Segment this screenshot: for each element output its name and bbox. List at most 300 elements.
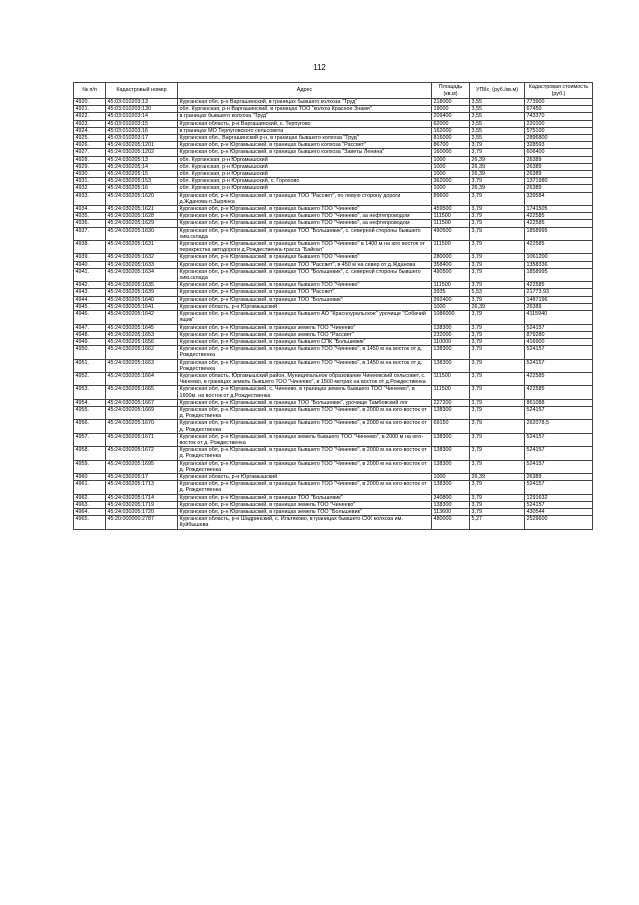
rate-cell: 3,55 — [470, 120, 525, 127]
row-num-cell: 4960 — [74, 473, 106, 480]
cadastral-cost-cell: 524157 — [525, 447, 593, 460]
address-cell: Курганская обл, р-н Юргамышский, в границах бывшего ТОО "Чинеево" — [178, 206, 432, 213]
table-row — [74, 324, 593, 331]
address-cell: в границах МО Терпуговского сельсовета — [178, 127, 432, 134]
address-cell: Курганская обл, р-н Юргамышский, в границах земель ТОО "Чинеево" — [178, 501, 432, 508]
table-row — [74, 163, 593, 170]
row-num-cell: 4953. — [74, 386, 106, 399]
address-cell: Курганская область, р-н Шадринский, с. Ильтяково, в границах бывшего СХК колхоза им. Куйбышева — [178, 516, 432, 529]
page-number: 112 — [313, 63, 326, 72]
address-cell: Курганская обл, р-н Юргамышский, в границах ТОО "Большевик", урочище Тамбовский лог — [178, 399, 432, 406]
area-cell: 62000 — [432, 120, 470, 127]
rate-cell: 3,79 — [470, 241, 525, 254]
row-num-cell: 4947. — [74, 324, 106, 331]
row-num-cell: 4954. — [74, 399, 106, 406]
cadastral-cost-cell: 4115940 — [525, 311, 593, 324]
cadastral-cost-cell: 524157 — [525, 501, 593, 508]
table-row — [74, 99, 593, 106]
table-row — [74, 420, 593, 433]
cadastral-cost-cell: 26389 — [525, 303, 593, 310]
table-row — [74, 406, 593, 419]
table-row — [74, 481, 593, 494]
row-num-cell: 4959. — [74, 460, 106, 473]
cadastral-cost-cell: 67450 — [525, 106, 593, 113]
cadastral-cost-cell: 422585 — [525, 220, 593, 227]
cadastral-number-cell: 45:24:030205:13 — [106, 156, 178, 163]
rate-cell: 3,55 — [470, 127, 525, 134]
area-cell: 111500 — [432, 372, 470, 385]
address-cell: Курганская обл, р-н Юргамышский, в границах земель ТОО "Большевик" — [178, 508, 432, 515]
rate-cell: 26,39 — [470, 156, 525, 163]
table-row — [74, 447, 593, 460]
area-cell: 138300 — [432, 359, 470, 372]
address-cell: Курганская обл, р-н Юргамышский, в границах бывшего ТОО "Чинеево", в 2000 м на юго-восток от д. Рождественка — [178, 420, 432, 433]
cadastral-number-cell: 45:24:030205:17 — [106, 473, 178, 480]
area-cell: 480000 — [432, 516, 470, 529]
rate-cell: 5,53 — [470, 289, 525, 296]
table-row — [74, 213, 593, 220]
cadastral-cost-cell: 26389 — [525, 473, 593, 480]
row-num-cell: 4955. — [74, 406, 106, 419]
cadastral-number-cell: 45:24:030205:1631 — [106, 241, 178, 254]
area-cell: 138300 — [432, 481, 470, 494]
table-row — [74, 516, 593, 529]
rate-cell: 3,79 — [470, 206, 525, 213]
rate-cell: 3,79 — [470, 372, 525, 385]
rate-cell: 3,79 — [470, 359, 525, 372]
area-cell: 459500 — [432, 206, 470, 213]
row-num-cell: 4937. — [74, 227, 106, 240]
rate-cell: 3,79 — [470, 331, 525, 338]
table-row — [74, 433, 593, 446]
table-row — [74, 106, 593, 113]
cadastral-number-cell: 45:03:010203:17 — [106, 135, 178, 142]
cadastral-cost-cell: 262078,5 — [525, 420, 593, 433]
area-cell: 1000 — [432, 303, 470, 310]
row-num-cell: 4938. — [74, 241, 106, 254]
table-row — [74, 303, 593, 310]
address-cell: Курганская обл, р-н Юргамышский, в границах бывшего ТОО "Чинеево", в 1450 м на восток от д. Рождественка — [178, 346, 432, 359]
area-cell: 19000 — [432, 106, 470, 113]
cadastral-cost-cell: 422585 — [525, 282, 593, 289]
address-cell: в границах бывшего колхоза "Труд" — [178, 113, 432, 120]
cadastral-number-cell: 45:24:030205:1630 — [106, 227, 178, 240]
cadastral-number-cell: 45:24:030205:1667 — [106, 399, 178, 406]
area-cell: 232000 — [432, 331, 470, 338]
rate-cell: 3,79 — [470, 192, 525, 205]
table-row — [74, 399, 593, 406]
cadastral-number-cell: 45:24:030205:14 — [106, 163, 178, 170]
cadastral-number-cell: 45:24:030205:1720 — [106, 508, 178, 515]
cadastral-number-cell: 45:24:030205:1664 — [106, 372, 178, 385]
row-num-cell: 4924. — [74, 127, 106, 134]
address-cell: обл. Курганская, р-н Юргамышский — [178, 163, 432, 170]
area-cell: 392400 — [432, 296, 470, 303]
address-cell: Курганская обл, р-н Юргамышский, в границах бывшего ТОО "Чинеево", в 2000 м на юго-восток от д. Рождественка — [178, 460, 432, 473]
cadastral-number-cell: 45:24:030205:1714 — [106, 494, 178, 501]
cadastral-number-cell: 45:24:030205:16 — [106, 185, 178, 192]
cadastral-number-cell: 45:24:030205:1663 — [106, 359, 178, 372]
cadastral-cost-cell: 524157 — [525, 324, 593, 331]
row-num-cell: 4961. — [74, 481, 106, 494]
cadastral-number-cell: 45:24:030205:1662 — [106, 346, 178, 359]
address-cell: Курганская обл, р-н Юргамышский, в границах земель ТОО "Рассвет" — [178, 331, 432, 338]
row-num-cell: 4934. — [74, 206, 106, 213]
row-num-cell: 4936. — [74, 220, 106, 227]
area-cell: 3935 — [432, 289, 470, 296]
row-num-cell: 4944. — [74, 296, 106, 303]
row-num-cell: 4920. — [74, 99, 106, 106]
rate-cell: 3,79 — [470, 220, 525, 227]
row-num-cell: 4945. — [74, 303, 106, 310]
rate-cell: 3,79 — [470, 254, 525, 261]
row-num-cell: 4958. — [74, 447, 106, 460]
rate-cell: 3,79 — [470, 420, 525, 433]
cadastral-number-cell: 45:24:030205:1653 — [106, 331, 178, 338]
cadastral-number-cell: 45:24:030205:1629 — [106, 220, 178, 227]
row-num-cell: 4963. — [74, 501, 106, 508]
cadastral-cost-cell: 422585 — [525, 213, 593, 220]
address-cell: Курганская область, р-н Варгашинский, с. Терпугово — [178, 120, 432, 127]
table-row — [74, 171, 593, 178]
area-cell: 113600 — [432, 508, 470, 515]
area-cell: 138300 — [432, 346, 470, 359]
rate-cell: 3,79 — [470, 460, 525, 473]
area-cell: 1000 — [432, 171, 470, 178]
cadastral-number-cell: 45:24:030205:1719 — [106, 501, 178, 508]
area-cell: 218000 — [432, 99, 470, 106]
address-cell: Курганская обл, р-н Юргамышский, в границах бывшего ТОО "Чинеево", за нефтепроводом — [178, 213, 432, 220]
address-cell: Курганская область, Юргамышский район, Муниципальное образование Чинеевский сельсовет, с. Чинеево, в границах земель бывшего ТОО "Чинеево", в 1500 метрах на восток от д.Рождественка — [178, 372, 432, 385]
table-row — [74, 282, 593, 289]
cadastral-number-cell: 45:24:030205:1642 — [106, 311, 178, 324]
area-cell: 1000 — [432, 185, 470, 192]
rate-cell: 3,79 — [470, 386, 525, 399]
area-cell: 138300 — [432, 501, 470, 508]
table-row — [74, 241, 593, 254]
cadastral-number-cell: 45:03:010203:15 — [106, 120, 178, 127]
address-cell: Курганская обл, р-н Юргамышский, с. Чинеево, в границах земель бывшего ТОО "Чинеево", в 1600м. на восток от д.Рождественка — [178, 386, 432, 399]
row-num-cell: 4942. — [74, 282, 106, 289]
cadastral-cost-cell: 1358336 — [525, 261, 593, 268]
row-num-cell: 4950. — [74, 346, 106, 359]
cadastral-cost-cell: 879280 — [525, 331, 593, 338]
area-cell: 816000 — [432, 135, 470, 142]
cadastral-cost-cell: 743370 — [525, 113, 593, 120]
cadastral-cost-cell: 575100 — [525, 127, 593, 134]
address-cell: Курганская обл, р-н Юргамышский, в границах бывшего колхоза "Рассвет" — [178, 142, 432, 149]
rate-cell: 26,39 — [470, 303, 525, 310]
cadastral-cost-cell: 21773,93 — [525, 289, 593, 296]
cadastral-table — [73, 82, 593, 530]
area-cell: 86700 — [432, 142, 470, 149]
address-cell: обл. Курганская, р-н Варгашинский, в границах ТОО "колхоз Красное Знамя" — [178, 106, 432, 113]
cadastral-cost-cell: 26389 — [525, 185, 593, 192]
area-cell: 280000 — [432, 254, 470, 261]
header-cost: Кадастровая стоимость (руб.) — [525, 83, 593, 99]
area-cell: 362000 — [432, 178, 470, 185]
row-num-cell: 4930. — [74, 171, 106, 178]
table-row — [74, 261, 593, 268]
table-body — [74, 99, 593, 530]
cadastral-cost-cell: 524157 — [525, 460, 593, 473]
cadastral-cost-cell: 26389 — [525, 156, 593, 163]
rate-cell: 3,79 — [470, 149, 525, 156]
cadastral-cost-cell: 2896800 — [525, 135, 593, 142]
table-row — [74, 120, 593, 127]
cadastral-cost-cell: 524157 — [525, 346, 593, 359]
table-row — [74, 508, 593, 515]
rate-cell: 3,79 — [470, 311, 525, 324]
address-cell: Курганская обл, р-н Юргамышский, в границах бывшего ТОО "Чинеево", в 2000 м на юго-восток от д. Рождественка — [178, 481, 432, 494]
row-num-cell: 4941. — [74, 268, 106, 281]
table-row — [74, 501, 593, 508]
address-cell: Курганская обл, р-н Юргамышский, в границах ТОО "Рассвет", по левую сторону дороги д.Жданова-п.Зырянка — [178, 192, 432, 205]
address-cell: Курганская обл, р-н Юргамышский, в границах ТОО "Большевик", с. северной стороны бывшего хим.склада — [178, 227, 432, 240]
rate-cell: 3,79 — [470, 142, 525, 149]
rate-cell: 3,55 — [470, 135, 525, 142]
cadastral-cost-cell: 606400 — [525, 149, 593, 156]
area-cell: 358400 — [432, 261, 470, 268]
cadastral-number-cell: 45:24:030205:1633 — [106, 261, 178, 268]
cadastral-cost-cell: 416900 — [525, 338, 593, 345]
address-cell: Курганская обл, р-н Варгашинский, в границах бывшего колхоза "Труд" — [178, 99, 432, 106]
row-num-cell: 4935. — [74, 213, 106, 220]
area-cell: 490500 — [432, 268, 470, 281]
table-row — [74, 156, 593, 163]
row-num-cell: 4927. — [74, 149, 106, 156]
table-row — [74, 494, 593, 501]
row-num-cell: 4946. — [74, 311, 106, 324]
cadastral-cost-cell: 339584 — [525, 192, 593, 205]
table-row — [74, 227, 593, 240]
rate-cell: 3,55 — [470, 113, 525, 120]
address-cell: Курганская обл, р-н Юргамышский, в границах бывшего ТОО "Чинеево", в 1450 м на восток от д. Рождественка — [178, 359, 432, 372]
row-num-cell: 4939. — [74, 254, 106, 261]
row-num-cell: 4952. — [74, 372, 106, 385]
cadastral-cost-cell: 1858995 — [525, 227, 593, 240]
cadastral-number-cell: 45:24:030205:1634 — [106, 268, 178, 281]
rate-cell: 3,79 — [470, 433, 525, 446]
cadastral-cost-cell: 1371980 — [525, 178, 593, 185]
area-cell: 111500 — [432, 220, 470, 227]
address-cell: Курганская обл, р-н Юргамышский, в границах бывшего ТОО "Чинеево", в 2000 м на юго-восток от д. Рождественка — [178, 406, 432, 419]
row-num-cell: 4949. — [74, 338, 106, 345]
rate-cell: 3,79 — [470, 296, 525, 303]
cadastral-number-cell: 45:24:030205:1665 — [106, 386, 178, 399]
row-num-cell: 4943. — [74, 289, 106, 296]
area-cell: 138300 — [432, 324, 470, 331]
address-cell: Курганская обл, р-н Юргамышский, в границах бывшего ТОО "Чинеево" — [178, 254, 432, 261]
area-cell: 227200 — [432, 399, 470, 406]
area-cell: 111500 — [432, 282, 470, 289]
area-cell: 111500 — [432, 241, 470, 254]
area-cell: 490500 — [432, 227, 470, 240]
cadastral-number-cell: 45:24:030205:1713 — [106, 481, 178, 494]
table-row — [74, 254, 593, 261]
header-address: Адрес — [178, 83, 432, 99]
cadastral-number-cell: 45:24:030205:1669 — [106, 406, 178, 419]
address-cell: Курганская обл, р-н Юргамышский, в границах земель бывшего ТОО "Чинеево", в 2000 м на юго-восток от д. Рождественка — [178, 433, 432, 446]
cadastral-number-cell: 45:24:030205:1640 — [106, 296, 178, 303]
table-row — [74, 185, 593, 192]
table-row — [74, 346, 593, 359]
rate-cell: 3,79 — [470, 324, 525, 331]
table-row — [74, 359, 593, 372]
address-cell: обл. Курганская, р-н Юргамышский — [178, 171, 432, 178]
area-cell: 138300 — [432, 406, 470, 419]
address-cell: Курганская обл, р-н Юргамышский, в границах земель ТОО "Чинеево" — [178, 324, 432, 331]
rate-cell: 3,79 — [470, 481, 525, 494]
cadastral-number-cell: 45:24:030205:1672 — [106, 447, 178, 460]
row-num-cell: 4923. — [74, 120, 106, 127]
area-cell: 138300 — [432, 447, 470, 460]
row-num-cell: 4933. — [74, 192, 106, 205]
cadastral-cost-cell: 524157 — [525, 406, 593, 419]
row-num-cell: 4921. — [74, 106, 106, 113]
cadastral-number-cell: 45:24:030205:1632 — [106, 254, 178, 261]
row-num-cell: 4948. — [74, 331, 106, 338]
table-row — [74, 311, 593, 324]
address-cell: Курганская обл, р-н Юргамышский, в границах бывшего колхоза "Заветы Ленина" — [178, 149, 432, 156]
address-cell: Курганская обл, р-н Юргамышский, в границах бывшего АО "Красноуральское" урочище "Собачий ящик" — [178, 311, 432, 324]
address-cell: Курганская обл, р-н Юргамышский, в границах ТОО "Большевик" — [178, 296, 432, 303]
row-num-cell: 4931. — [74, 178, 106, 185]
address-cell: Курганская обл., Варгашинский р-н, в границах бывшего колхоза "Труд" — [178, 135, 432, 142]
cadastral-cost-cell: 328593 — [525, 142, 593, 149]
cadastral-number-cell: 45:24:030205:1639 — [106, 289, 178, 296]
table-row — [74, 192, 593, 205]
address-cell: Курганская обл, р-н Юргамышский, в границах ТОО "Рассвет" — [178, 289, 432, 296]
area-cell: 111500 — [432, 386, 470, 399]
cadastral-number-cell: 45:24:030205:1670 — [106, 420, 178, 433]
table-row — [74, 113, 593, 120]
area-cell: 162000 — [432, 127, 470, 134]
area-cell: 110000 — [432, 338, 470, 345]
row-num-cell: 4929. — [74, 163, 106, 170]
rate-cell: 3,79 — [470, 268, 525, 281]
rate-cell: 3,79 — [470, 261, 525, 268]
address-cell: Курганская обл, р-н Юргамышский, в границах ТОО "Большевик" — [178, 494, 432, 501]
cadastral-number-cell: 45:03:010203:130 — [106, 106, 178, 113]
rate-cell: 26,39 — [470, 473, 525, 480]
cadastral-cost-cell: 1061200 — [525, 254, 593, 261]
area-cell: 340800 — [432, 494, 470, 501]
address-cell: Курганская область, р-н Юргамышский — [178, 303, 432, 310]
area-cell: 1000 — [432, 156, 470, 163]
address-cell: обл. Курганская, р-н Юргамышский — [178, 156, 432, 163]
rate-cell: 3,79 — [470, 406, 525, 419]
header-area: Площадь (кв.м) — [432, 83, 470, 99]
table-header-row — [74, 83, 593, 99]
address-cell: Курганская обл, р-н Юргамышский, в границах бывшего СПК "Большевик" — [178, 338, 432, 345]
table-row — [74, 386, 593, 399]
rate-cell: 3,79 — [470, 227, 525, 240]
row-num-cell: 4922. — [74, 113, 106, 120]
address-cell: Курганская обл, р-н Юргамышский, в границах бывшего ТОО "Чинеево", за нефтепроводом — [178, 220, 432, 227]
cadastral-number-cell: 45:24:030205:1202 — [106, 149, 178, 156]
table-row — [74, 268, 593, 281]
area-cell: 160000 — [432, 149, 470, 156]
rate-cell: 3,55 — [470, 106, 525, 113]
cadastral-cost-cell: 773900 — [525, 99, 593, 106]
rate-cell: 3,55 — [470, 99, 525, 106]
cadastral-number-cell: 45:24:030205:1656 — [106, 338, 178, 345]
cadastral-number-cell: 45:03:010203:16 — [106, 127, 178, 134]
address-cell: Курганская обл, р-н Юргамышский, в границах ТОО "Рассвет", в 450 м на север от д.Жданова — [178, 261, 432, 268]
cadastral-cost-cell: 220100 — [525, 120, 593, 127]
cadastral-cost-cell: 2529600 — [525, 516, 593, 529]
rate-cell: 3,79 — [470, 282, 525, 289]
rate-cell: 3,79 — [470, 501, 525, 508]
rate-cell: 26,39 — [470, 185, 525, 192]
address-cell: Курганская обл, р-н Юргамышский, в границах бывшего ТОО "Чинеево" — [178, 282, 432, 289]
cadastral-cost-cell: 1291632 — [525, 494, 593, 501]
cadastral-number-cell: 45:24:030205:1641 — [106, 303, 178, 310]
table-row — [74, 127, 593, 134]
cadastral-cost-cell: 422585 — [525, 372, 593, 385]
address-cell: Курганская обл, р-н Юргамышский, в границах бывшего ТОО "Чинеево", в 2000 м на юго-восток от д. Рождественка — [178, 447, 432, 460]
address-cell: Курганская область, р-н Юргамышский — [178, 473, 432, 480]
table-row — [74, 296, 593, 303]
cadastral-cost-cell: 524157 — [525, 481, 593, 494]
area-cell: 89600 — [432, 192, 470, 205]
cadastral-cost-cell: 26389 — [525, 163, 593, 170]
area-cell: 138300 — [432, 433, 470, 446]
row-num-cell: 4962. — [74, 494, 106, 501]
table-row — [74, 331, 593, 338]
row-num-cell: 4928. — [74, 156, 106, 163]
cadastral-cost-cell: 524157 — [525, 433, 593, 446]
cadastral-cost-cell: 1858995 — [525, 268, 593, 281]
header-num: № п/п — [74, 83, 106, 99]
table-row — [74, 135, 593, 142]
cadastral-cost-cell: 1487196 — [525, 296, 593, 303]
table-row — [74, 178, 593, 185]
area-cell: 111500 — [432, 213, 470, 220]
cadastral-number-cell: 45:24:030205:1628 — [106, 213, 178, 220]
cadastral-cost-cell: 430544 — [525, 508, 593, 515]
table-row — [74, 149, 593, 156]
area-cell: 138300 — [432, 460, 470, 473]
rate-cell: 3,79 — [470, 399, 525, 406]
cadastral-number-cell: 45:24:030205:1671 — [106, 433, 178, 446]
cadastral-number-cell: 45:24:030205:1695 — [106, 460, 178, 473]
area-cell: 1000 — [432, 473, 470, 480]
table-row — [74, 372, 593, 385]
rate-cell: 26,39 — [470, 171, 525, 178]
row-num-cell: 4951. — [74, 359, 106, 372]
table-row — [74, 460, 593, 473]
address-cell: Курганская обл, р-н Юргамышский, в границах бывшего ТОО "Чинеево" в 1400 м на юго восток от перекрестка автодороги д.Рождественка-трасса "Байкал" — [178, 241, 432, 254]
cadastral-cost-cell: 524157 — [525, 359, 593, 372]
cadastral-number-cell: 45:24:030205:1645 — [106, 324, 178, 331]
table-row — [74, 142, 593, 149]
cadastral-number-cell: 45:24:030205:1635 — [106, 282, 178, 289]
cadastral-number-cell: 45:24:030205:1620 — [106, 192, 178, 205]
cadastral-number-cell: 45:03:010203:13 — [106, 99, 178, 106]
rate-cell: 3,79 — [470, 447, 525, 460]
cadastral-number-cell: 45:24:030205:153 — [106, 178, 178, 185]
rate-cell: 3,79 — [470, 338, 525, 345]
table-row — [74, 473, 593, 480]
cadastral-number-cell: 45:24:030205:1201 — [106, 142, 178, 149]
row-num-cell: 4926. — [74, 142, 106, 149]
cadastral-cost-cell: 861088 — [525, 399, 593, 406]
rate-cell: 3,79 — [470, 508, 525, 515]
row-num-cell: 4964. — [74, 508, 106, 515]
address-cell: обл. Курганская, р-н Юргамышский, с. Горохово — [178, 178, 432, 185]
